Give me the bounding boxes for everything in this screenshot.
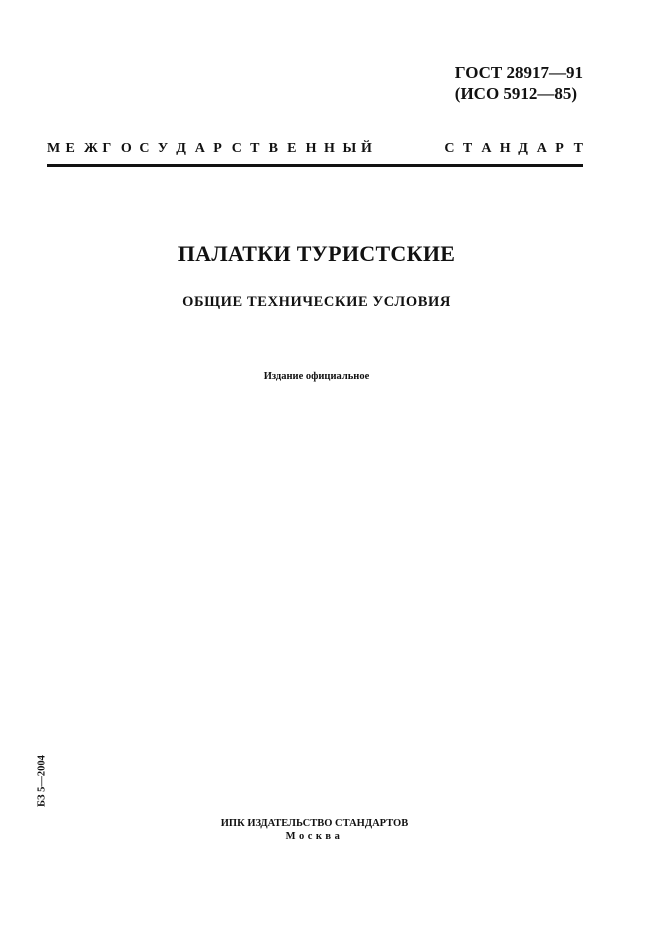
side-code: БЗ 5—2004: [36, 755, 48, 807]
banner-word-standard: [444, 141, 583, 157]
banner-letter: Ж: [83, 141, 98, 156]
banner-letter: С: [231, 141, 242, 156]
banner-letter: Д: [518, 141, 528, 156]
banner-letter: Т: [250, 141, 260, 156]
standard-number: ГОСТ 28917—91: [454, 63, 583, 82]
banner-letter: Н: [324, 141, 335, 156]
banner-letter: А: [194, 141, 205, 156]
banner-letter: М: [47, 141, 61, 156]
banner-letter: В: [268, 141, 278, 156]
banner-letter: Т: [462, 141, 473, 156]
banner-letter: А: [536, 141, 547, 156]
header-rule: [47, 164, 583, 167]
document-title: ПАЛАТКИ ТУРИСТСКИЕ: [177, 241, 456, 266]
banner-letter: У: [157, 141, 169, 156]
banner-letter: Е: [287, 141, 297, 156]
banner-letter: Р: [555, 141, 564, 156]
banner-letter: Д: [176, 141, 186, 156]
banner-letter: Й: [360, 141, 372, 156]
banner-letter: А: [481, 141, 492, 156]
banner-letter: Г: [102, 141, 112, 156]
banner-letter: О: [120, 141, 132, 156]
banner-letter: Н: [499, 141, 511, 156]
document-subtitle: ОБЩИЕ ТЕХНИЧЕСКИЕ УСЛОВИЯ: [182, 294, 451, 310]
banner-word-interstate: [47, 141, 379, 157]
banner-letter: Р: [213, 141, 222, 156]
interstate-standard-banner: [47, 141, 583, 157]
iso-equivalent: (ИСО 5912—85): [454, 84, 578, 103]
banner-letter: Т: [573, 141, 583, 156]
banner-letter: Е: [65, 141, 75, 156]
banner-letter: Ы: [342, 141, 357, 156]
banner-letter: С: [139, 141, 150, 156]
publisher-city: Москва: [285, 831, 344, 842]
publisher: ИПК ИЗДАТЕЛЬСТВО СТАНДАРТОВ: [220, 818, 409, 829]
banner-letter: С: [444, 141, 455, 156]
standard-number-block: [455, 62, 583, 104]
edition-note: Издание официальное: [263, 371, 370, 382]
banner-letter: Н: [305, 141, 317, 156]
